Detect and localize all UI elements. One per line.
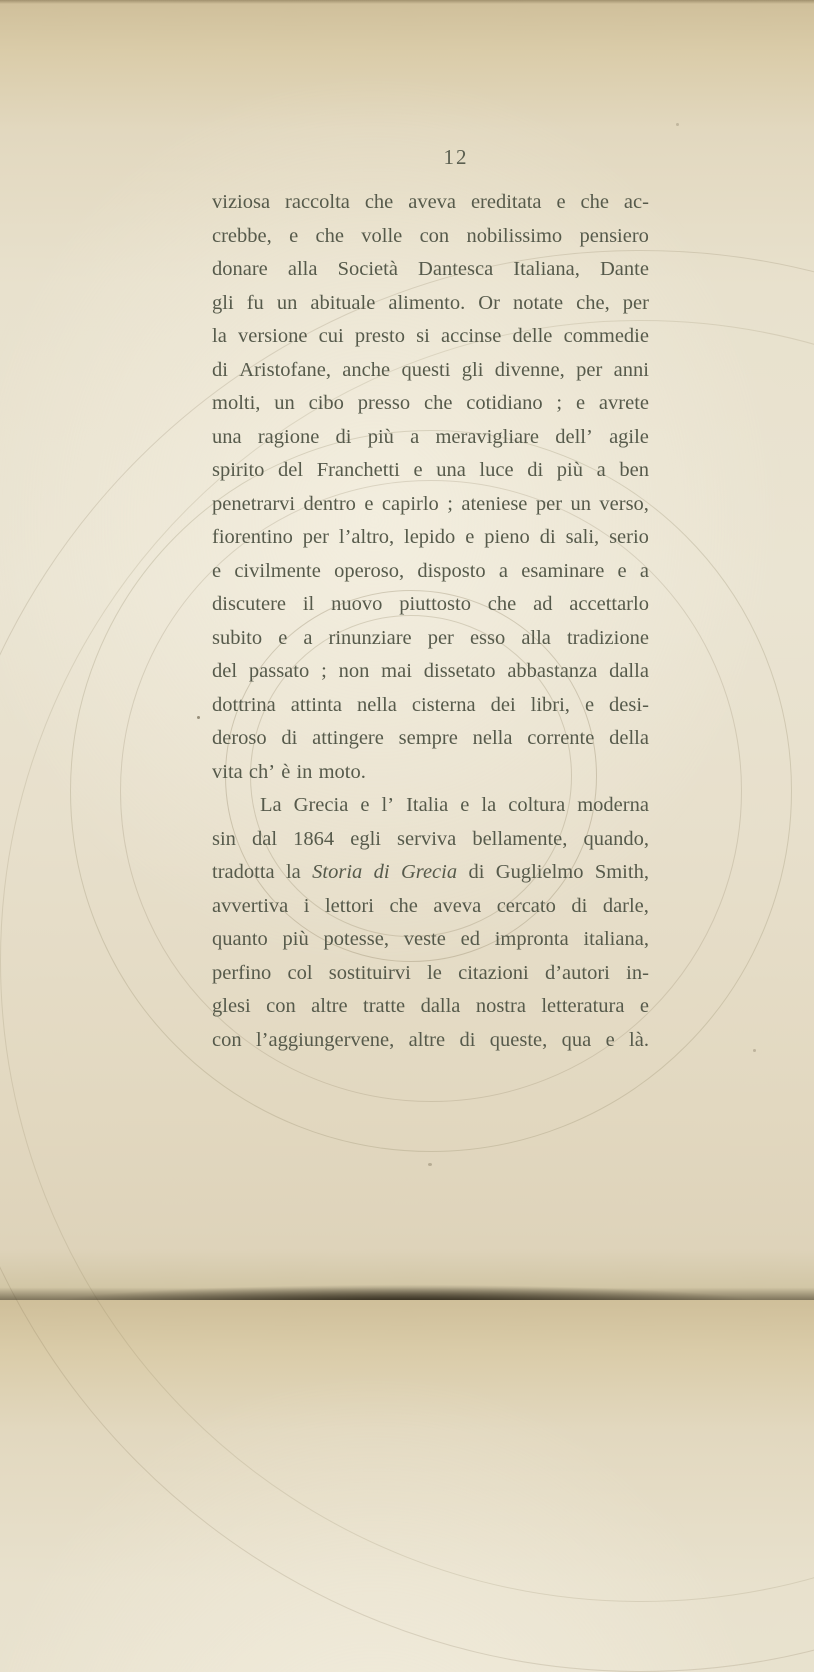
word: aveva	[408, 191, 457, 213]
word: veste	[403, 928, 446, 950]
word: operoso,	[334, 559, 405, 582]
word: divenne,	[494, 358, 565, 381]
word: Storia	[312, 861, 363, 883]
word: attingere	[312, 727, 384, 749]
text-line	[212, 354, 649, 388]
word: per	[427, 626, 454, 649]
word: gli	[461, 358, 484, 381]
word: che	[389, 894, 418, 917]
word: anche	[342, 358, 391, 381]
word: e	[364, 492, 374, 515]
text-line	[212, 253, 649, 287]
word: Guglielmo	[495, 861, 584, 883]
word: crebbe,	[212, 224, 272, 247]
word: fiorentino	[212, 526, 293, 548]
word: per	[622, 291, 649, 314]
word: del	[212, 660, 238, 682]
word: versione	[237, 325, 308, 347]
word: attinta	[290, 693, 342, 716]
word: coltura	[508, 794, 566, 816]
word: di	[539, 526, 556, 548]
text-line	[212, 287, 649, 321]
word: moderna	[577, 794, 649, 816]
word: accinse	[441, 325, 502, 347]
word: in-	[626, 961, 649, 984]
word: alla	[287, 258, 318, 280]
word: altre	[311, 995, 348, 1017]
word: e	[639, 995, 649, 1017]
page-bottom-shadow-edge	[0, 1282, 814, 1300]
word: esso	[469, 626, 506, 649]
word: più	[282, 928, 309, 950]
word: e	[556, 191, 566, 213]
text-line	[212, 1024, 649, 1058]
word: alimento.	[388, 291, 466, 314]
word: nostra	[475, 995, 526, 1017]
word: che	[487, 593, 517, 615]
text-line	[212, 555, 649, 589]
word: accettarlo	[569, 593, 649, 615]
word: Italiana,	[513, 258, 580, 280]
word: di	[373, 861, 390, 883]
word: 1864	[293, 827, 335, 850]
word: dentro	[303, 492, 356, 515]
paper-speck	[753, 1049, 756, 1052]
word: vita	[212, 760, 243, 783]
word: con	[266, 995, 296, 1017]
word: presto	[354, 325, 405, 347]
word: impronta	[494, 928, 569, 950]
word: Società	[337, 258, 398, 280]
word: dalla	[609, 660, 649, 682]
word: dalla	[420, 995, 461, 1017]
word: a	[498, 559, 509, 582]
word: fu	[246, 291, 264, 314]
word: tratte	[363, 995, 406, 1017]
word: a	[303, 626, 313, 649]
word: e	[289, 224, 299, 247]
word: moto.	[318, 760, 366, 783]
word: per	[576, 358, 603, 381]
word: commedie	[563, 325, 649, 347]
text-line	[212, 856, 649, 890]
paper-speck	[197, 716, 200, 719]
word: cotidiano	[466, 392, 543, 414]
text-block	[212, 186, 649, 1057]
word: e	[413, 459, 423, 481]
word: altre	[408, 1028, 446, 1051]
word: cisterna	[411, 693, 476, 716]
text-line	[212, 220, 649, 254]
text-line	[212, 923, 649, 957]
word: Aristofane,	[239, 358, 331, 381]
word: ;	[321, 660, 327, 682]
word: anni	[613, 358, 649, 381]
word: con	[419, 224, 450, 247]
word: un	[570, 492, 591, 515]
word: pensiero	[579, 224, 649, 247]
word: Dante	[599, 258, 649, 280]
word: abbastanza	[507, 660, 598, 682]
word: lettori	[324, 894, 374, 917]
word: desi-	[609, 693, 649, 716]
word: ;	[556, 392, 563, 414]
word: cui	[318, 325, 344, 347]
word: più	[367, 425, 394, 448]
word: volle	[361, 224, 403, 247]
word: ateniese	[461, 492, 528, 515]
word: civilmente	[234, 559, 321, 582]
page-top-shadow-edge	[0, 0, 814, 4]
word: e	[617, 559, 627, 582]
word: a	[639, 559, 649, 582]
word: si	[416, 325, 430, 347]
word: subito	[212, 626, 263, 649]
word: passato	[248, 660, 310, 682]
text-line	[212, 957, 649, 991]
word: Grecia	[293, 794, 349, 816]
word: sempre	[398, 727, 458, 749]
word: tradotta	[212, 861, 275, 883]
word: che	[423, 392, 453, 414]
word: libri,	[530, 693, 570, 716]
word: lepido	[404, 526, 456, 548]
word: sostituirvi	[328, 961, 411, 984]
word: che	[364, 191, 394, 213]
word: e	[605, 1028, 615, 1051]
word: dell’	[555, 425, 593, 448]
word: che	[315, 224, 344, 247]
word: delle	[512, 325, 553, 347]
word: una	[212, 425, 242, 448]
word: più	[556, 459, 583, 481]
word: agile	[609, 425, 649, 448]
word: di	[281, 727, 298, 749]
word: italiana,	[583, 928, 649, 950]
word: notate	[513, 291, 564, 314]
word: a	[596, 459, 606, 481]
word: avvertiva	[212, 894, 289, 917]
text-line	[212, 722, 649, 756]
word: quanto	[212, 928, 268, 950]
text-line	[212, 320, 649, 354]
word: del	[278, 459, 304, 481]
word: esaminare	[521, 559, 605, 582]
word: donare	[212, 258, 268, 280]
word: questi	[401, 358, 451, 381]
word: a	[410, 425, 420, 448]
word: e	[360, 794, 370, 816]
word: di	[468, 861, 485, 883]
word: col	[287, 961, 313, 984]
word: l’	[381, 794, 395, 816]
word: Franchetti	[316, 459, 400, 481]
word: ac-	[623, 191, 649, 213]
word: e	[278, 626, 288, 649]
word: ereditata	[470, 191, 542, 213]
word: raccolta	[285, 191, 350, 213]
word: un	[274, 392, 295, 414]
word: di	[335, 425, 352, 448]
word: l’altro,	[338, 526, 395, 548]
word: cercato	[496, 894, 556, 917]
text-line	[212, 789, 649, 823]
word: per	[535, 492, 563, 515]
word: corrente	[527, 727, 595, 749]
word: d’autori	[544, 961, 610, 984]
word: disposto	[417, 559, 486, 582]
word: citazioni	[458, 961, 529, 984]
word: della	[609, 727, 649, 749]
word: le	[427, 961, 442, 984]
word: è	[281, 760, 291, 783]
word: bellamente,	[472, 827, 568, 850]
word: e	[575, 392, 586, 414]
word: nella	[357, 693, 397, 716]
word: ch’	[248, 760, 276, 783]
word: mai	[381, 660, 412, 682]
word: che	[580, 191, 609, 213]
word: sali,	[565, 526, 600, 548]
word: con	[212, 1028, 242, 1051]
word: Smith,	[594, 861, 649, 883]
word: letteratura	[541, 995, 625, 1017]
word: là.	[629, 1028, 649, 1051]
word: ben	[619, 459, 649, 481]
word: deroso	[212, 727, 267, 749]
word: dal	[252, 827, 278, 850]
word: ;	[447, 492, 453, 515]
word: glesi	[212, 995, 251, 1017]
word: Grecia	[400, 861, 458, 883]
word: ad	[533, 593, 553, 615]
word: Or	[478, 291, 500, 314]
paper-speck	[676, 123, 679, 126]
word: tradizione	[566, 626, 649, 649]
word: piuttosto	[399, 593, 471, 615]
word: discutere	[212, 593, 286, 615]
word: di	[571, 894, 588, 917]
word: e	[584, 693, 595, 716]
word: la	[481, 794, 497, 816]
word: La	[260, 794, 282, 816]
word: dei	[490, 693, 516, 716]
word: viziosa	[212, 191, 271, 213]
word: verso,	[599, 492, 649, 515]
word: il	[302, 593, 315, 615]
word: aveva	[433, 894, 482, 917]
text-line	[212, 890, 649, 924]
word: penetrarvi	[212, 492, 296, 515]
word: molti,	[212, 392, 261, 414]
word: nella	[472, 727, 513, 749]
word: egli	[350, 827, 381, 850]
word: capirlo	[381, 492, 439, 515]
word: dissetato	[423, 660, 496, 682]
word: di	[212, 358, 228, 381]
word: quando,	[583, 827, 649, 850]
word: in	[296, 760, 313, 783]
word: ed	[460, 928, 480, 950]
word: rinunziare	[328, 626, 412, 649]
word: spirito	[212, 459, 265, 481]
word: presso	[357, 392, 411, 414]
word: un	[276, 291, 298, 314]
text-line	[212, 421, 649, 455]
word: di	[527, 459, 544, 481]
word: darle,	[602, 894, 649, 917]
text-line	[212, 588, 649, 622]
word: i	[303, 894, 310, 917]
word: gli	[212, 291, 234, 314]
word: per	[302, 526, 329, 548]
word: avrete	[598, 392, 649, 414]
word: ragione	[257, 425, 320, 448]
text-line	[212, 186, 649, 220]
word: perfino	[212, 961, 272, 984]
text-line	[212, 622, 649, 656]
text-line	[212, 655, 649, 689]
word: che,	[576, 291, 610, 314]
word: nuovo	[331, 593, 383, 615]
word: luce	[479, 459, 514, 481]
text-line	[212, 823, 649, 857]
word: la	[285, 861, 301, 883]
word: la	[212, 325, 227, 347]
word: qua	[561, 1028, 592, 1051]
word: Italia	[406, 794, 449, 816]
text-line	[212, 990, 649, 1024]
word: pieno	[484, 526, 530, 548]
word: potesse,	[323, 928, 389, 950]
word: una	[436, 459, 466, 481]
word: e	[460, 794, 470, 816]
word: l’aggiungervene,	[255, 1028, 395, 1051]
word: meravigliare	[435, 425, 540, 448]
word: e	[465, 526, 475, 548]
word: nobilissimo	[466, 224, 563, 247]
word: queste,	[489, 1028, 548, 1051]
word: serviva	[397, 827, 457, 850]
word: Dantesca	[418, 258, 494, 280]
text-line	[212, 387, 649, 421]
word: cibo	[308, 392, 344, 414]
word: serio	[609, 526, 649, 548]
page-number: 12	[443, 145, 469, 169]
word: dottrina	[212, 693, 276, 716]
paper-speck	[428, 1163, 432, 1166]
text-line	[212, 454, 649, 488]
text-line	[212, 756, 649, 790]
text-line	[212, 488, 649, 522]
word: non	[338, 660, 370, 682]
word: di	[459, 1028, 476, 1051]
text-line	[212, 521, 649, 555]
word: sin	[212, 827, 236, 850]
word: e	[212, 559, 222, 582]
word: alla	[521, 626, 551, 649]
word: abituale	[310, 291, 376, 314]
text-line	[212, 689, 649, 723]
